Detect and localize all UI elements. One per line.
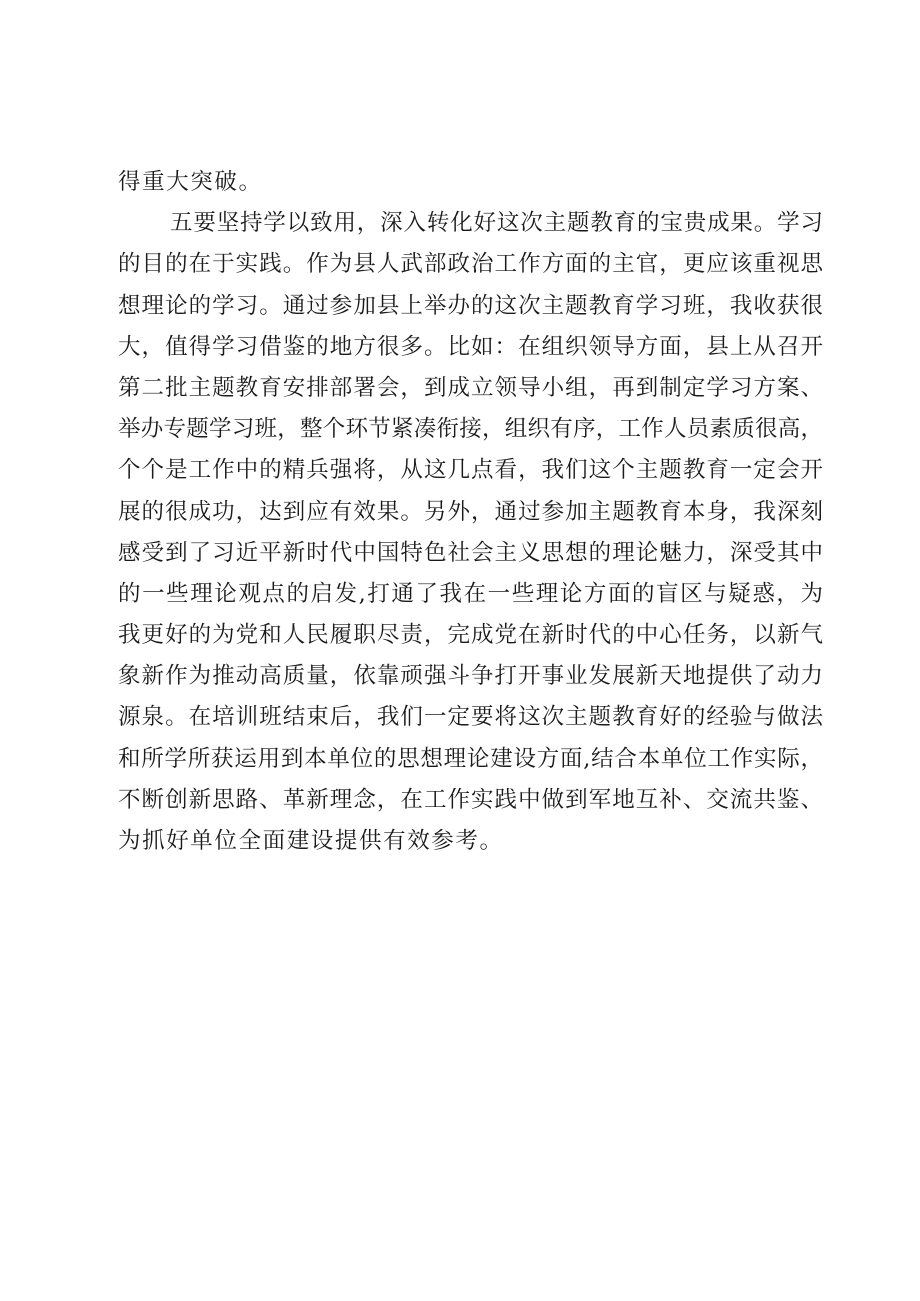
- paragraph-line: 不断创新思路、革新理念，在工作实践中做到军地互补、交流共鉴、: [118, 786, 823, 813]
- paragraph-line: 为抓好单位全面建设提供有效参考。: [118, 828, 504, 854]
- paragraph-line: 想理论的学习。通过参加县上举办的这次主题教育学习班，我收获很: [118, 292, 823, 319]
- paragraph-line: 源泉。在培训班结束后，我们一定要将这次主题教育好的经验与做法: [118, 704, 823, 731]
- document-body: [118, 162, 823, 862]
- paragraph-line: 五要坚持学以致用，深入转化好这次主题教育的宝贵成果。学习: [170, 210, 823, 237]
- paragraph-line: 和所学所获运用到本单位的思想理论建设方面,结合本单位工作实际，: [118, 745, 823, 772]
- paragraph-line: 得重大突破。: [118, 169, 263, 195]
- paragraph-line: 个个是工作中的精兵强将，从这几点看，我们这个主题教育一定会开: [118, 457, 823, 484]
- paragraph-line: 大，值得学习借鉴的地方很多。比如：在组织领导方面，县上从召开: [118, 333, 823, 360]
- paragraph-line: 的目的在于实践。作为县人武部政治工作方面的主官，更应该重视思: [118, 251, 823, 278]
- paragraph-line: 感受到了习近平新时代中国特色社会主义思想的理论魅力，深受其中: [118, 539, 823, 566]
- paragraph-line: 的一些理论观点的启发,打通了我在一些理论方面的盲区与疑惑，为: [118, 580, 823, 607]
- paragraph-line: 举办专题学习班，整个环节紧凑衔接，组织有序，工作人员素质很高，: [118, 416, 823, 443]
- paragraph-line: 我更好的为党和人民履职尽责，完成党在新时代的中心任务，以新气: [118, 622, 823, 649]
- paragraph-line: 第二批主题教育安排部署会，到成立领导小组，再到制定学习方案、: [118, 374, 823, 401]
- paragraph-line: 展的很成功，达到应有效果。另外，通过参加主题教育本身，我深刻: [118, 498, 823, 525]
- paragraph-line: 象新作为推动高质量，依靠顽强斗争打开事业发展新天地提供了动力: [118, 663, 823, 690]
